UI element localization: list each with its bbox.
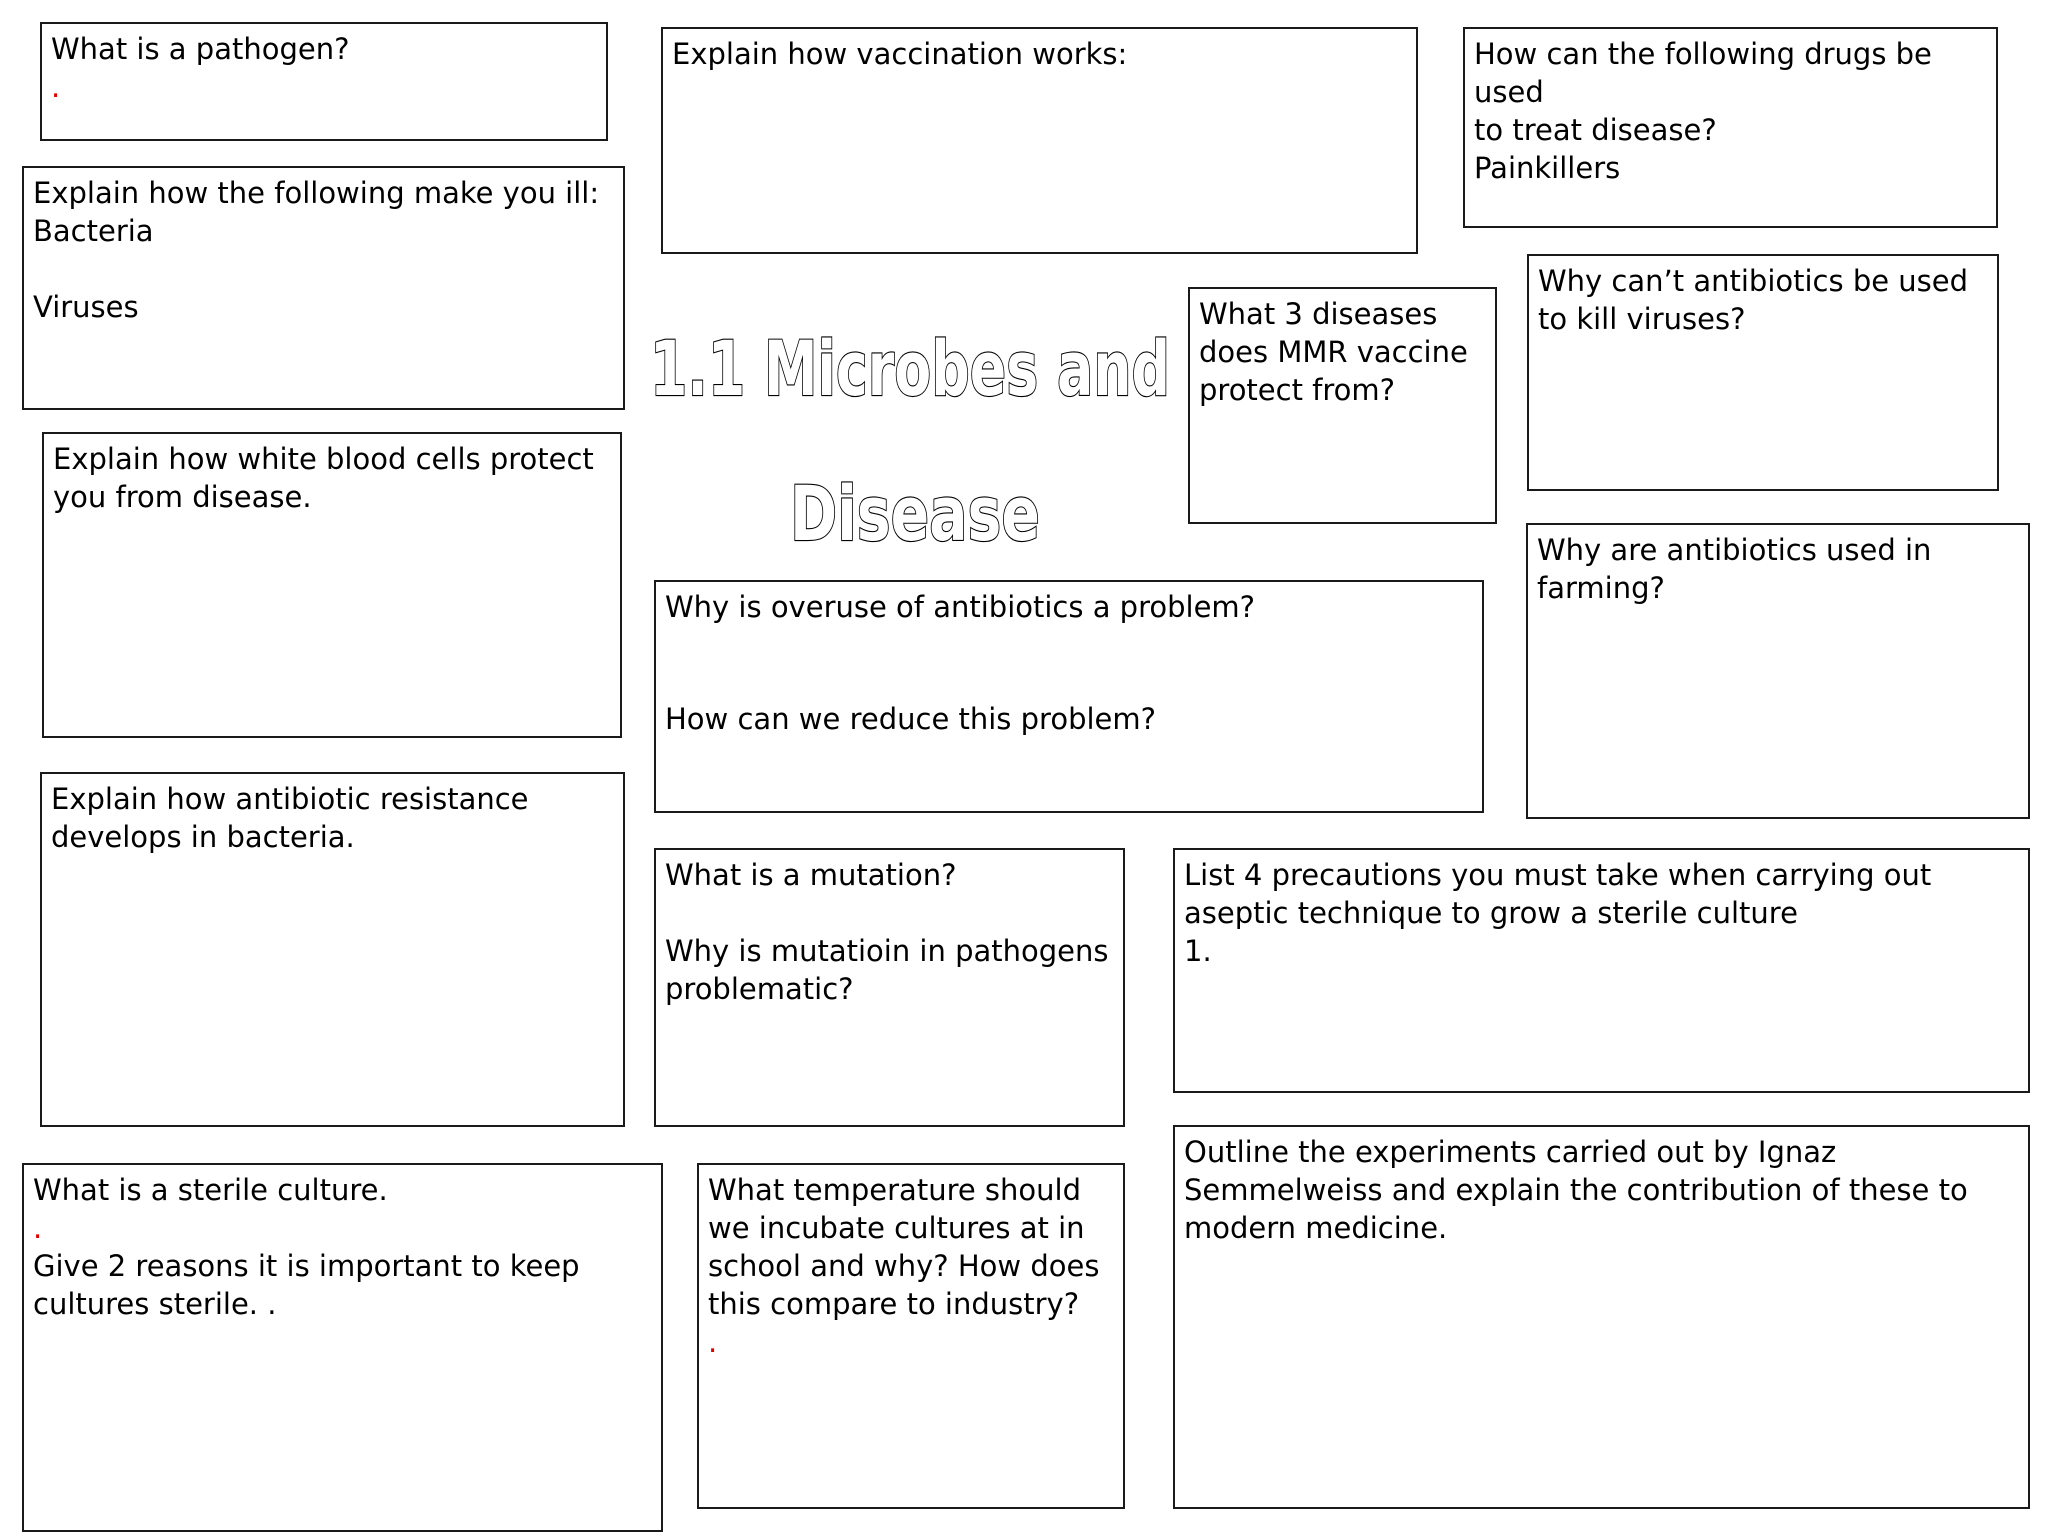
- white-blood-cells-box[interactable]: [42, 432, 622, 738]
- spacer: [33, 250, 614, 288]
- question-text: How can the following drugs be used: [1474, 37, 1942, 109]
- list-item: Viruses: [33, 290, 139, 324]
- farming-box[interactable]: [1526, 523, 2030, 819]
- question-text: What temperature should: [708, 1173, 1081, 1207]
- drugs-box[interactable]: [1463, 27, 1998, 228]
- question-text: you from disease.: [53, 480, 312, 514]
- antibiotic-resistance-box[interactable]: [40, 772, 625, 1127]
- question-text: List 4 precautions you must take when carrying out: [1184, 858, 1932, 892]
- red-mark: .: [33, 1211, 43, 1245]
- spacer: [665, 894, 1114, 932]
- question-text: Give 2 reasons it is important to keep: [33, 1249, 580, 1283]
- question-text: does MMR vaccine: [1199, 335, 1468, 369]
- question-text: cultures sterile. .: [33, 1287, 277, 1321]
- question-text: problematic?: [665, 972, 854, 1006]
- question-text: What 3 diseases: [1199, 297, 1438, 331]
- question-text: aseptic technique to grow a sterile culture: [1184, 896, 1798, 930]
- question-text: we incubate cultures at in: [708, 1211, 1085, 1245]
- antibiotics-viruses-box[interactable]: [1527, 254, 1999, 491]
- question-text: modern medicine.: [1184, 1211, 1448, 1245]
- list-item: 1.: [1184, 934, 1212, 968]
- question-text: this compare to industry?: [708, 1287, 1080, 1321]
- sterile-culture-box[interactable]: [22, 1163, 663, 1532]
- vaccination-box[interactable]: [661, 27, 1418, 254]
- question-text: Semmelweiss and explain the contribution of these to: [1184, 1173, 1968, 1207]
- page-title: [640, 290, 1180, 570]
- mmr-box[interactable]: [1188, 287, 1497, 524]
- aseptic-technique-box[interactable]: [1173, 848, 2030, 1093]
- overuse-box[interactable]: [654, 580, 1484, 813]
- question-text: to kill viruses?: [1538, 302, 1746, 336]
- question-text: Why can’t antibiotics be used: [1538, 264, 1969, 298]
- make-you-ill-box[interactable]: [22, 166, 625, 410]
- question-text: Why is overuse of antibiotics a problem?: [665, 590, 1256, 624]
- question-text: protect from?: [1199, 373, 1396, 407]
- spacer: [665, 626, 1473, 664]
- page-title-line1: 1.1 Microbes and: [650, 324, 1170, 413]
- red-mark: .: [708, 1325, 718, 1359]
- list-item: Painkillers: [1474, 151, 1621, 185]
- question-text: What is a sterile culture.: [33, 1173, 388, 1207]
- question-text: How can we reduce this problem?: [665, 702, 1157, 736]
- question-text: to treat disease?: [1474, 113, 1717, 147]
- question-text: What is a pathogen?: [51, 32, 350, 66]
- question-text: Outline the experiments carried out by Ignaz: [1184, 1135, 1837, 1169]
- question-text: develops in bacteria.: [51, 820, 355, 854]
- incubation-temperature-box[interactable]: [697, 1163, 1125, 1509]
- question-text: Why are antibiotics used in: [1537, 533, 1932, 567]
- mutation-box[interactable]: [654, 848, 1125, 1127]
- question-text: What is a mutation?: [665, 858, 957, 892]
- question-text: Explain how white blood cells protect: [53, 442, 594, 476]
- red-mark: .: [51, 70, 61, 104]
- question-text: school and why? How does: [708, 1249, 1100, 1283]
- question-text: Explain how antibiotic resistance: [51, 782, 529, 816]
- spacer: [1474, 187, 1987, 225]
- page-title-line2: Disease: [790, 469, 1040, 558]
- semmelweiss-box[interactable]: [1173, 1125, 2030, 1509]
- list-item: [1474, 225, 1987, 228]
- list-item: Bacteria: [33, 214, 154, 248]
- question-text: farming?: [1537, 571, 1665, 605]
- pathogen-box[interactable]: [40, 22, 608, 141]
- question-text: Explain how the following make you ill:: [33, 176, 600, 210]
- question-text: Explain how vaccination works:: [672, 37, 1128, 71]
- question-text: Why is mutatioin in pathogens: [665, 934, 1109, 968]
